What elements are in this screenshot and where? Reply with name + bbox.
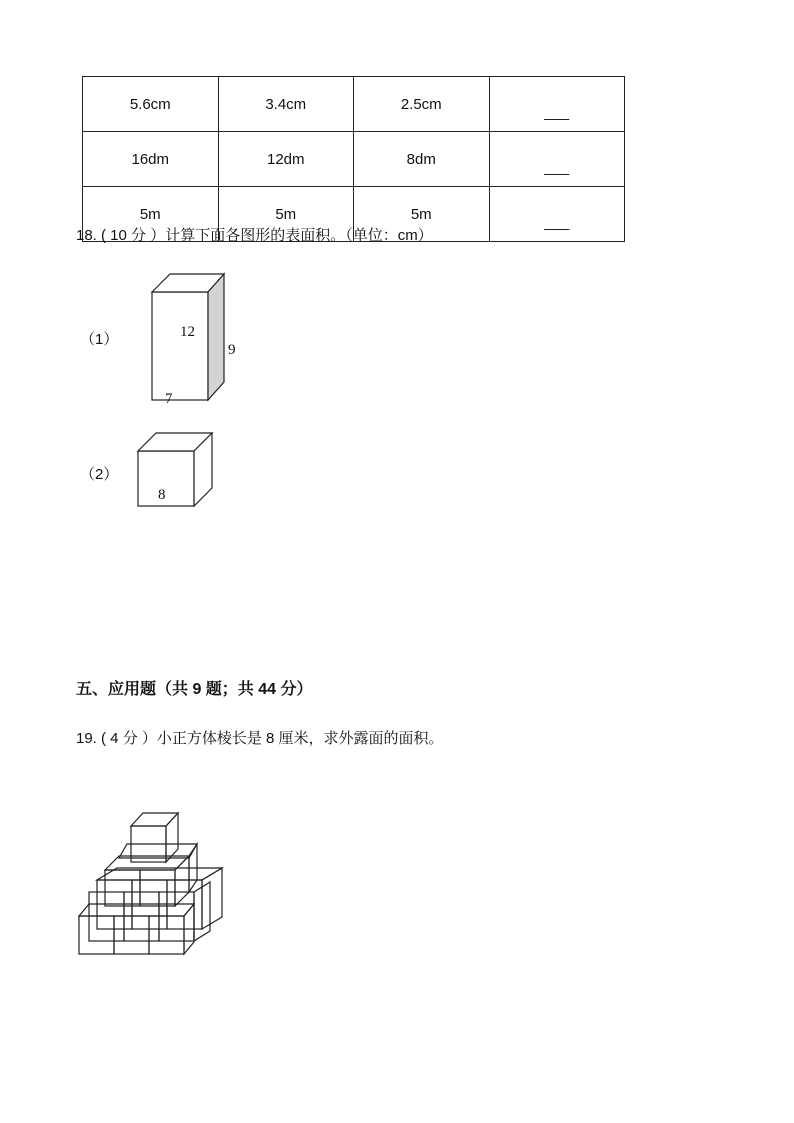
table-cell: 5m xyxy=(218,187,354,242)
cuboid-figure xyxy=(140,268,250,413)
answer-blank[interactable]: ___ xyxy=(489,132,625,187)
table-cell: 3.4cm xyxy=(218,77,354,132)
table-cell: 12dm xyxy=(218,132,354,187)
dimension-label-length: 7 xyxy=(165,391,173,407)
figure-2-label: （2） xyxy=(80,466,119,483)
section-heading: 五、应用题（共 9 题；共 44 分） xyxy=(76,681,313,698)
table-cell: 5.6cm xyxy=(83,77,219,132)
answer-blank[interactable]: ___ xyxy=(489,187,625,242)
table-row xyxy=(83,77,625,132)
question-19-text: 19. ( 4 分 ）小正方体棱长是 8 厘米，求外露面的面积。 xyxy=(76,730,444,747)
answer-blank[interactable]: ___ xyxy=(489,77,625,132)
dimensions-table xyxy=(82,76,625,242)
table-row xyxy=(83,132,625,187)
dimension-label-edge: 8 xyxy=(158,487,166,503)
cube-figure xyxy=(130,426,220,512)
question-18-text: 18. ( 10 分 ）计算下面各图形的表面积。（单位：cm） xyxy=(76,227,433,244)
table-cell: 2.5cm xyxy=(354,77,490,132)
table-cell: 16dm xyxy=(83,132,219,187)
stacked-cubes-figure xyxy=(76,800,236,960)
dimension-label-height: 12 xyxy=(180,324,195,340)
table-cell: 5m xyxy=(83,187,219,242)
dimension-label-width: 9 xyxy=(228,342,236,358)
figure-1-label: （1） xyxy=(80,331,119,348)
table-cell: 5m xyxy=(354,187,490,242)
table-cell: 8dm xyxy=(354,132,490,187)
